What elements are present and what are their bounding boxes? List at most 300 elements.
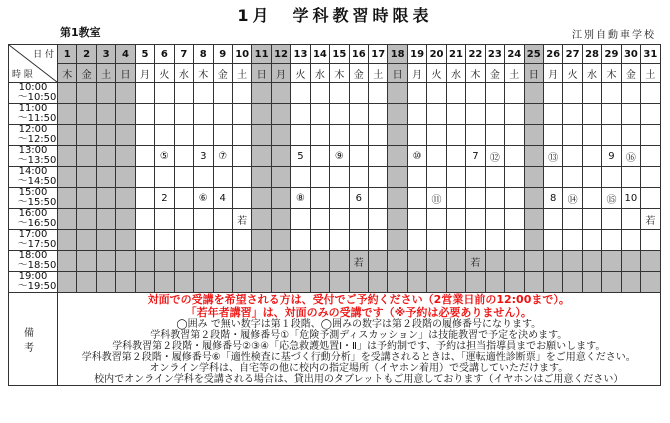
schedule-cell [271, 146, 290, 167]
schedule-cell [485, 104, 504, 125]
schedule-cell [96, 188, 115, 209]
schedule-cell [524, 104, 543, 125]
schedule-cell [155, 251, 174, 272]
schedule-cell [252, 209, 271, 230]
period-time [9, 209, 58, 230]
schedule-cell [330, 209, 349, 230]
period-row [9, 188, 661, 209]
schedule-cell: ⑨ [330, 146, 349, 167]
notice-line: ◯囲み で無い数字は第１段階、◯囲みの数字は第２段階の履修番号になります。 [176, 319, 542, 330]
period-end: ～10:50 [17, 92, 57, 103]
schedule-cell [116, 209, 135, 230]
schedule-cell [135, 125, 154, 146]
schedule-cell [602, 209, 621, 230]
schedule-cell [349, 209, 368, 230]
schedule-cell [563, 230, 582, 251]
schedule-cell [96, 209, 115, 230]
schedule-cell [369, 230, 388, 251]
period-time [9, 167, 58, 188]
schedule-cell [446, 272, 465, 293]
schedule-cell [505, 230, 524, 251]
period-row [9, 146, 661, 167]
schedule-cell [543, 125, 562, 146]
period-time [9, 188, 58, 209]
corner-cell [9, 45, 58, 83]
schedule-cell [524, 188, 543, 209]
schedule-cell [77, 83, 96, 104]
schedule-cell [641, 188, 660, 209]
schedule-cell [232, 83, 251, 104]
period-row [9, 272, 661, 293]
weekday-header-row [9, 64, 661, 83]
schedule-cell [77, 104, 96, 125]
schedule-cell [543, 251, 562, 272]
schedule-cell [641, 104, 660, 125]
schedule-cell [271, 272, 290, 293]
date-cell: 26 [543, 45, 562, 64]
schedule-cell [369, 188, 388, 209]
schedule-cell [271, 209, 290, 230]
schedule-cell [369, 125, 388, 146]
schedule-cell [174, 125, 193, 146]
period-time [9, 83, 58, 104]
date-cell: 6 [155, 45, 174, 64]
schedule-cell [641, 167, 660, 188]
period-row [9, 125, 661, 146]
date-cell: 27 [563, 45, 582, 64]
schedule-cell [446, 230, 465, 251]
schedule-cell: ⑦ [213, 146, 232, 167]
schedule-cell [582, 146, 601, 167]
schedule-cell [77, 209, 96, 230]
schedule-cell [310, 209, 329, 230]
schedule-cell [641, 146, 660, 167]
schedule-cell [602, 104, 621, 125]
schedule-cell [194, 83, 213, 104]
date-cell: 21 [446, 45, 465, 64]
schedule-cell [621, 104, 640, 125]
schedule-cell [563, 125, 582, 146]
schedule-cell [427, 272, 446, 293]
schedule-cell [174, 272, 193, 293]
schedule-cell [563, 146, 582, 167]
schedule-cell: 若 [466, 251, 485, 272]
weekday-cell: 木 [602, 64, 621, 83]
period-row [9, 230, 661, 251]
schedule-cell [563, 83, 582, 104]
schedule-cell [330, 167, 349, 188]
schedule-cell [135, 83, 154, 104]
weekday-cell: 土 [232, 64, 251, 83]
schedule-cell: ⑬ [543, 146, 562, 167]
schedule-cell [252, 230, 271, 251]
weekday-cell: 金 [485, 64, 504, 83]
period-end: ～19:50 [17, 281, 57, 292]
period-row [9, 104, 661, 125]
schedule-cell [543, 230, 562, 251]
schedule-cell [232, 167, 251, 188]
schedule-cell [466, 83, 485, 104]
schedule-cell [232, 251, 251, 272]
schedule-cell [271, 104, 290, 125]
schedule-cell [213, 251, 232, 272]
schedule-cell [505, 188, 524, 209]
period-end: ～15:50 [17, 197, 57, 208]
schedule-cell [485, 209, 504, 230]
schedule-cell [155, 230, 174, 251]
page-title: 1月 学科教習時限表 [237, 6, 433, 25]
date-cell: 30 [621, 45, 640, 64]
schedule-cell [310, 104, 329, 125]
weekday-cell: 土 [641, 64, 660, 83]
schedule-cell [485, 125, 504, 146]
schedule-cell [621, 83, 640, 104]
schedule-cell [135, 230, 154, 251]
schedule-cell [602, 230, 621, 251]
schedule-cell [446, 251, 465, 272]
date-cell: 15 [330, 45, 349, 64]
schedule-cell [291, 167, 310, 188]
schedule-cell [310, 188, 329, 209]
period-end: ～14:50 [17, 176, 57, 187]
schedule-cell [407, 230, 426, 251]
period-end: ～17:50 [17, 239, 57, 250]
schedule-cell: ⑧ [291, 188, 310, 209]
schedule-cell [96, 272, 115, 293]
schedule-cell [77, 230, 96, 251]
schedule-cell [252, 83, 271, 104]
schedule-cell [330, 188, 349, 209]
schedule-cell [563, 104, 582, 125]
schedule-cell [330, 251, 349, 272]
schedule-cell [369, 251, 388, 272]
schedule-cell [505, 167, 524, 188]
schedule-cell [252, 251, 271, 272]
schedule-cell: ⑫ [485, 146, 504, 167]
schedule-cell [505, 83, 524, 104]
schedule-cell [135, 188, 154, 209]
schedule-cell [582, 209, 601, 230]
schedule-cell [427, 230, 446, 251]
schedule-cell [407, 167, 426, 188]
weekday-cell: 火 [427, 64, 446, 83]
date-cell: 1 [58, 45, 77, 64]
schedule-cell [427, 125, 446, 146]
period-time [9, 230, 58, 251]
schedule-cell [116, 104, 135, 125]
schedule-cell [116, 167, 135, 188]
schedule-cell [96, 230, 115, 251]
schedule-cell [174, 104, 193, 125]
schedule-cell [232, 188, 251, 209]
schedule-cell [213, 125, 232, 146]
notes-content [58, 293, 661, 386]
schedule-cell [427, 104, 446, 125]
schedule-cell: 10 [621, 188, 640, 209]
schedule-cell [407, 104, 426, 125]
schedule-cell: ⑪ [427, 188, 446, 209]
date-cell: 17 [369, 45, 388, 64]
notes-label: 備 考 [9, 293, 58, 386]
date-cell: 5 [135, 45, 154, 64]
schedule-cell [349, 272, 368, 293]
schedule-cell [213, 209, 232, 230]
schedule-cell [349, 125, 368, 146]
schedule-cell [310, 125, 329, 146]
schedule-cell [466, 209, 485, 230]
weekday-cell: 木 [58, 64, 77, 83]
schedule-cell: 4 [213, 188, 232, 209]
schedule-cell [58, 188, 77, 209]
schedule-cell [155, 167, 174, 188]
period-row [9, 209, 661, 230]
schedule-cell [174, 251, 193, 272]
weekday-cell: 木 [466, 64, 485, 83]
schedule-cell [58, 230, 77, 251]
schedule-cell: ⑤ [155, 146, 174, 167]
notice-line: 校内でオンライン学科を受講される場合は、貸出用のタブレットもご用意しております（イヤホンはご用意ください） [94, 374, 624, 385]
schedule-cell [427, 146, 446, 167]
notice-important: 「若年者講習」は、対面のみの受講です（※予約は必要ありません）。 [185, 306, 532, 319]
schedule-cell [621, 167, 640, 188]
schedule-cell [310, 230, 329, 251]
schedule-cell [388, 251, 407, 272]
schedule-cell [252, 125, 271, 146]
schedule-cell [310, 83, 329, 104]
period-end: ～13:50 [17, 155, 57, 166]
schedule-cell [641, 230, 660, 251]
schedule-cell [96, 104, 115, 125]
weekday-cell: 水 [310, 64, 329, 83]
schedule-cell [232, 146, 251, 167]
schedule-cell [543, 104, 562, 125]
schedule-cell [194, 167, 213, 188]
schedule-cell [194, 104, 213, 125]
schedule-cell [349, 230, 368, 251]
schedule-cell [194, 125, 213, 146]
schedule-cell [446, 104, 465, 125]
schedule-cell [96, 251, 115, 272]
schedule-cell [252, 167, 271, 188]
schedule-cell [213, 167, 232, 188]
schedule-cell [582, 104, 601, 125]
schedule-cell [232, 125, 251, 146]
schedule-cell [369, 146, 388, 167]
schedule-cell [213, 230, 232, 251]
schedule-cell [213, 104, 232, 125]
schedule-cell [96, 146, 115, 167]
schedule-cell [621, 230, 640, 251]
schedule-cell [388, 272, 407, 293]
schedule-cell [174, 209, 193, 230]
schedule-cell [135, 209, 154, 230]
schedule-cell [96, 83, 115, 104]
schedule-cell [116, 146, 135, 167]
period-end: ～12:50 [17, 134, 57, 145]
schedule-cell [310, 167, 329, 188]
date-cell: 12 [271, 45, 290, 64]
schedule-cell [174, 230, 193, 251]
date-cell: 9 [213, 45, 232, 64]
period-start: 18:00 [18, 250, 48, 261]
schedule-cell [446, 83, 465, 104]
weekday-cell: 水 [446, 64, 465, 83]
date-cell: 11 [252, 45, 271, 64]
weekday-cell: 日 [524, 64, 543, 83]
schedule-cell [291, 272, 310, 293]
schedule-cell [252, 272, 271, 293]
schedule-cell [271, 167, 290, 188]
schedule-cell [563, 209, 582, 230]
schedule-cell [330, 230, 349, 251]
schedule-cell [194, 251, 213, 272]
schedule-cell [135, 272, 154, 293]
schedule-cell [582, 83, 601, 104]
schedule-cell [505, 125, 524, 146]
schedule-cell [485, 272, 504, 293]
schedule-cell [58, 209, 77, 230]
schedule-cell [466, 104, 485, 125]
schedule-cell [388, 83, 407, 104]
schedule-cell [641, 125, 660, 146]
schedule-cell [485, 188, 504, 209]
schedule-cell [252, 188, 271, 209]
schedule-cell [466, 125, 485, 146]
schedule-cell [232, 272, 251, 293]
schedule-cell [369, 104, 388, 125]
schedule-cell [174, 167, 193, 188]
schedule-cell [621, 209, 640, 230]
schedule-cell [116, 125, 135, 146]
schedule-cell [310, 251, 329, 272]
schedule-cell [135, 167, 154, 188]
period-start: 12:00 [18, 124, 48, 135]
schedule-cell [582, 230, 601, 251]
schedule-cell [349, 167, 368, 188]
schedule-cell [427, 83, 446, 104]
schedule-cell: 7 [466, 146, 485, 167]
schedule-cell [563, 251, 582, 272]
period-axis-label: 時 限 [12, 70, 33, 80]
schedule-cell [330, 104, 349, 125]
schedule-cell [388, 125, 407, 146]
weekday-cell: 金 [77, 64, 96, 83]
schedule-cell [291, 230, 310, 251]
schedule-cell [310, 146, 329, 167]
schedule-cell [155, 209, 174, 230]
schedule-cell: ⑭ [563, 188, 582, 209]
schedule-cell [135, 251, 154, 272]
schedule-cell [388, 146, 407, 167]
notice-line: 学科教習第２段階・履修番号⑥「適性検査に基づく行動分析」を受講されるときは、「運転適性診断票」をご用意ください。 [81, 352, 636, 363]
schedule-cell [524, 272, 543, 293]
schedule-cell [446, 125, 465, 146]
period-time [9, 272, 58, 293]
schedule-cell [155, 272, 174, 293]
schedule-cell [641, 83, 660, 104]
schedule-cell [349, 83, 368, 104]
schedule-cell [77, 167, 96, 188]
schedule-cell [543, 167, 562, 188]
schedule-cell [116, 230, 135, 251]
school-name: 江別自動車学校 [572, 30, 656, 41]
period-time [9, 125, 58, 146]
schedule-cell [621, 251, 640, 272]
weekday-cell: 金 [213, 64, 232, 83]
weekday-cell: 火 [563, 64, 582, 83]
schedule-cell [58, 272, 77, 293]
schedule-cell [116, 83, 135, 104]
schedule-cell [407, 125, 426, 146]
schedule-cell [485, 251, 504, 272]
schedule-cell [563, 272, 582, 293]
period-start: 11:00 [18, 103, 48, 114]
schedule-cell [388, 104, 407, 125]
schedule-cell [116, 272, 135, 293]
weekday-cell: 土 [369, 64, 388, 83]
schedule-cell [213, 272, 232, 293]
schedule-cell [252, 104, 271, 125]
schedule-cell [524, 251, 543, 272]
schedule-cell [271, 230, 290, 251]
schedule-cell: ⑮ [602, 188, 621, 209]
weekday-cell: 月 [271, 64, 290, 83]
schedule-cell [446, 188, 465, 209]
date-cell: 10 [232, 45, 251, 64]
schedule-cell [543, 209, 562, 230]
schedule-cell [446, 146, 465, 167]
schedule-cell [485, 167, 504, 188]
schedule-cell [621, 125, 640, 146]
schedule-cell [641, 272, 660, 293]
schedule-cell [563, 167, 582, 188]
schedule-cell [427, 251, 446, 272]
schedule-cell [135, 146, 154, 167]
weekday-cell: 水 [174, 64, 193, 83]
schedule-cell [427, 209, 446, 230]
schedule-cell [155, 104, 174, 125]
schedule-cell [427, 167, 446, 188]
schedule-cell [58, 125, 77, 146]
schedule-cell [407, 83, 426, 104]
schedule-cell [271, 251, 290, 272]
period-row [9, 167, 661, 188]
schedule-table [8, 44, 661, 386]
schedule-cell [466, 188, 485, 209]
date-cell: 20 [427, 45, 446, 64]
period-start: 17:00 [18, 229, 48, 240]
schedule-cell [582, 188, 601, 209]
schedule-cell [602, 83, 621, 104]
date-cell: 22 [466, 45, 485, 64]
schedule-cell [524, 167, 543, 188]
schedule-cell [58, 83, 77, 104]
schedule-cell [466, 167, 485, 188]
schedule-cell [505, 209, 524, 230]
period-start: 10:00 [18, 82, 48, 93]
schedule-cell [330, 83, 349, 104]
room-label: 第1教室 [60, 26, 101, 39]
schedule-cell [641, 251, 660, 272]
weekday-cell: 土 [96, 64, 115, 83]
date-cell: 7 [174, 45, 193, 64]
schedule-cell [466, 272, 485, 293]
schedule-cell [58, 167, 77, 188]
weekday-cell: 月 [407, 64, 426, 83]
schedule-cell [77, 146, 96, 167]
date-cell: 24 [505, 45, 524, 64]
schedule-cell [485, 230, 504, 251]
